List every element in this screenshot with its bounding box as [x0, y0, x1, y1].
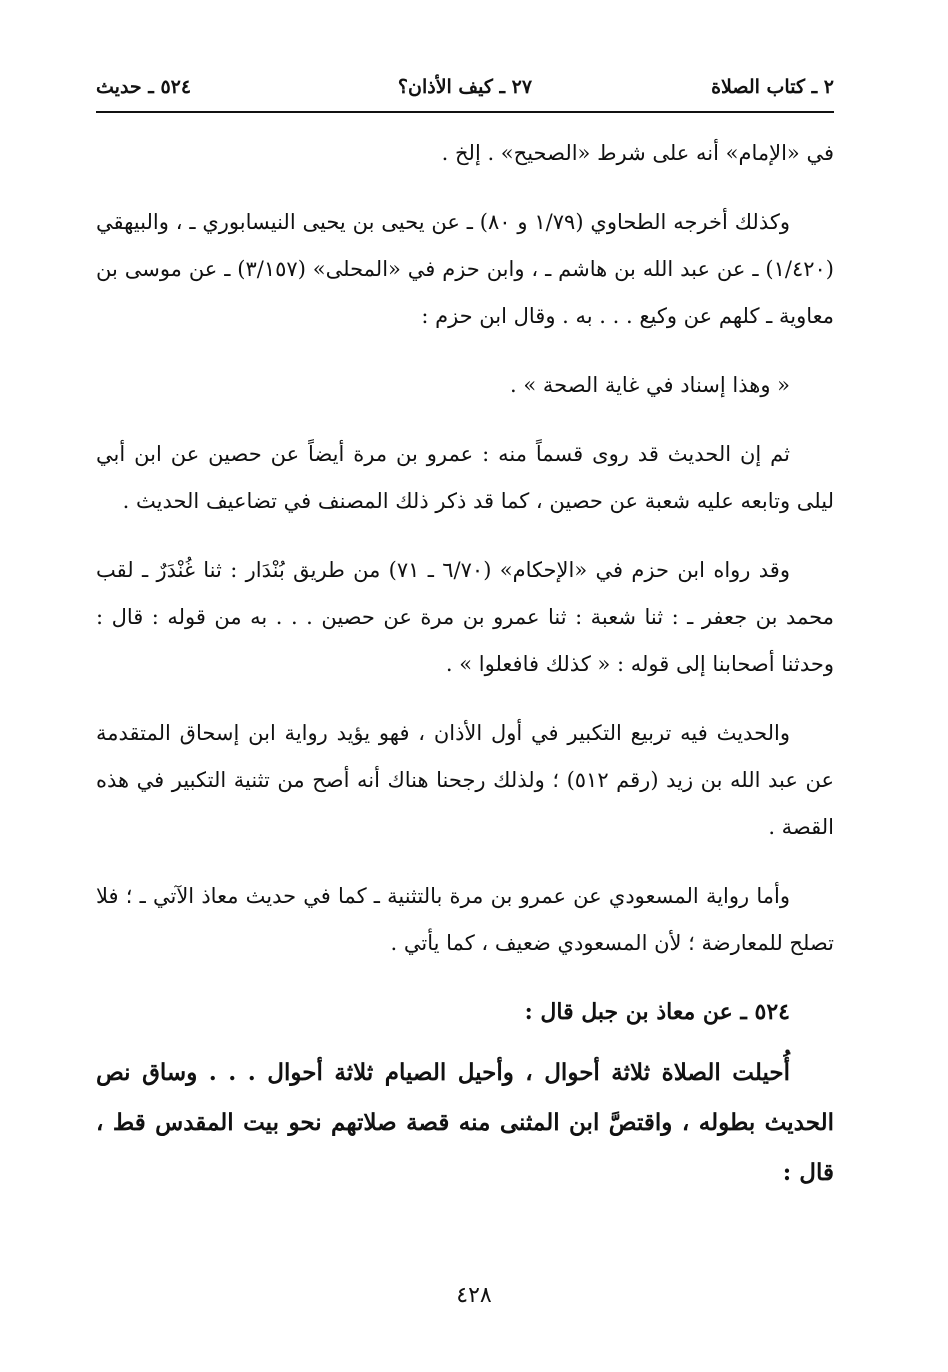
paragraph-4: ثم إن الحديث قد روى قسماً منه : عمرو بن مرة أيضاً عن حصين عن ابن أبي ليلى وتابعه عليه شعبة عن حصين ، كما قد ذكر ذلك المصنف في تضاعيف الحديث . [96, 442, 834, 513]
paragraph-5: وقد رواه ابن حزم في «الإحكام» (٦/٧٠ ـ ٧١) من طريق بُنْدَار : ثنا غُنْدَرٌ ـ لقب محمد بن جعفر ـ : ثنا شعبة : ثنا عمرو بن مرة عن حصين . . . به من قوله : قال : وحدثنا أصحابنا إلى قوله : « كذلك فافعلوا » . [96, 558, 834, 676]
header-hadith-number: ٥٢٤ ـ حديث [96, 76, 192, 98]
page-number: ٤٢٨ [456, 1283, 492, 1308]
hadith-text: أُحيلت الصلاة ثلاثة أحوال ، وأحيل الصيام ثلاثة أحوال . . . وساق نص الحديث بطوله ، واقتصَّ ابن المثنى منه قصة صلاتهم نحو بيت المقدس قط ، قال : [96, 1059, 834, 1186]
paragraph-1: في «الإمام» أنه على شرط «الصحيح» . إلخ . [441, 141, 834, 165]
paragraph-7: وأما رواية المسعودي عن عمرو بن مرة بالتثنية ـ كما في حديث معاذ الآتي ـ ؛ فلا تصلح للمعارضة ؛ لأن المسعودي ضعيف ، كما يأتي . [96, 884, 834, 955]
header-book-title: ٢ ـ كتاب الصلاة [711, 76, 834, 98]
header-chapter-title: ٢٧ ـ كيف الأذان؟ [397, 76, 533, 98]
page-body [96, 130, 834, 1220]
hadith-heading: ٥٢٤ ـ عن معاذ بن جبل قال : [524, 999, 790, 1025]
paragraph-2: وكذلك أخرجه الطحاوي (١/٧٩ و ٨٠) ـ عن يحيى بن يحيى النيسابوري ـ ، والبيهقي (١/٤٢٠) ـ عن عبد الله بن هاشم ـ ، وابن حزم في «المحلى» (٣/١٥٧) ـ عن موسى بن معاوية ـ كلهم عن وكيع . . . به . وقال ابن حزم : [96, 210, 834, 328]
paragraph-6: والحديث فيه تربيع التكبير في أول الأذان ، فهو يؤيد رواية ابن إسحاق المتقدمة عن عبد الله بن زيد (رقم ٥١٢) ؛ ولذلك رجحنا هناك أنه أصح من تثنية التكبير في هذه القصة . [96, 721, 834, 839]
running-header [96, 72, 834, 106]
paragraph-3: « وهذا إسناد في غاية الصحة » . [510, 373, 790, 397]
header-rule [96, 111, 834, 113]
